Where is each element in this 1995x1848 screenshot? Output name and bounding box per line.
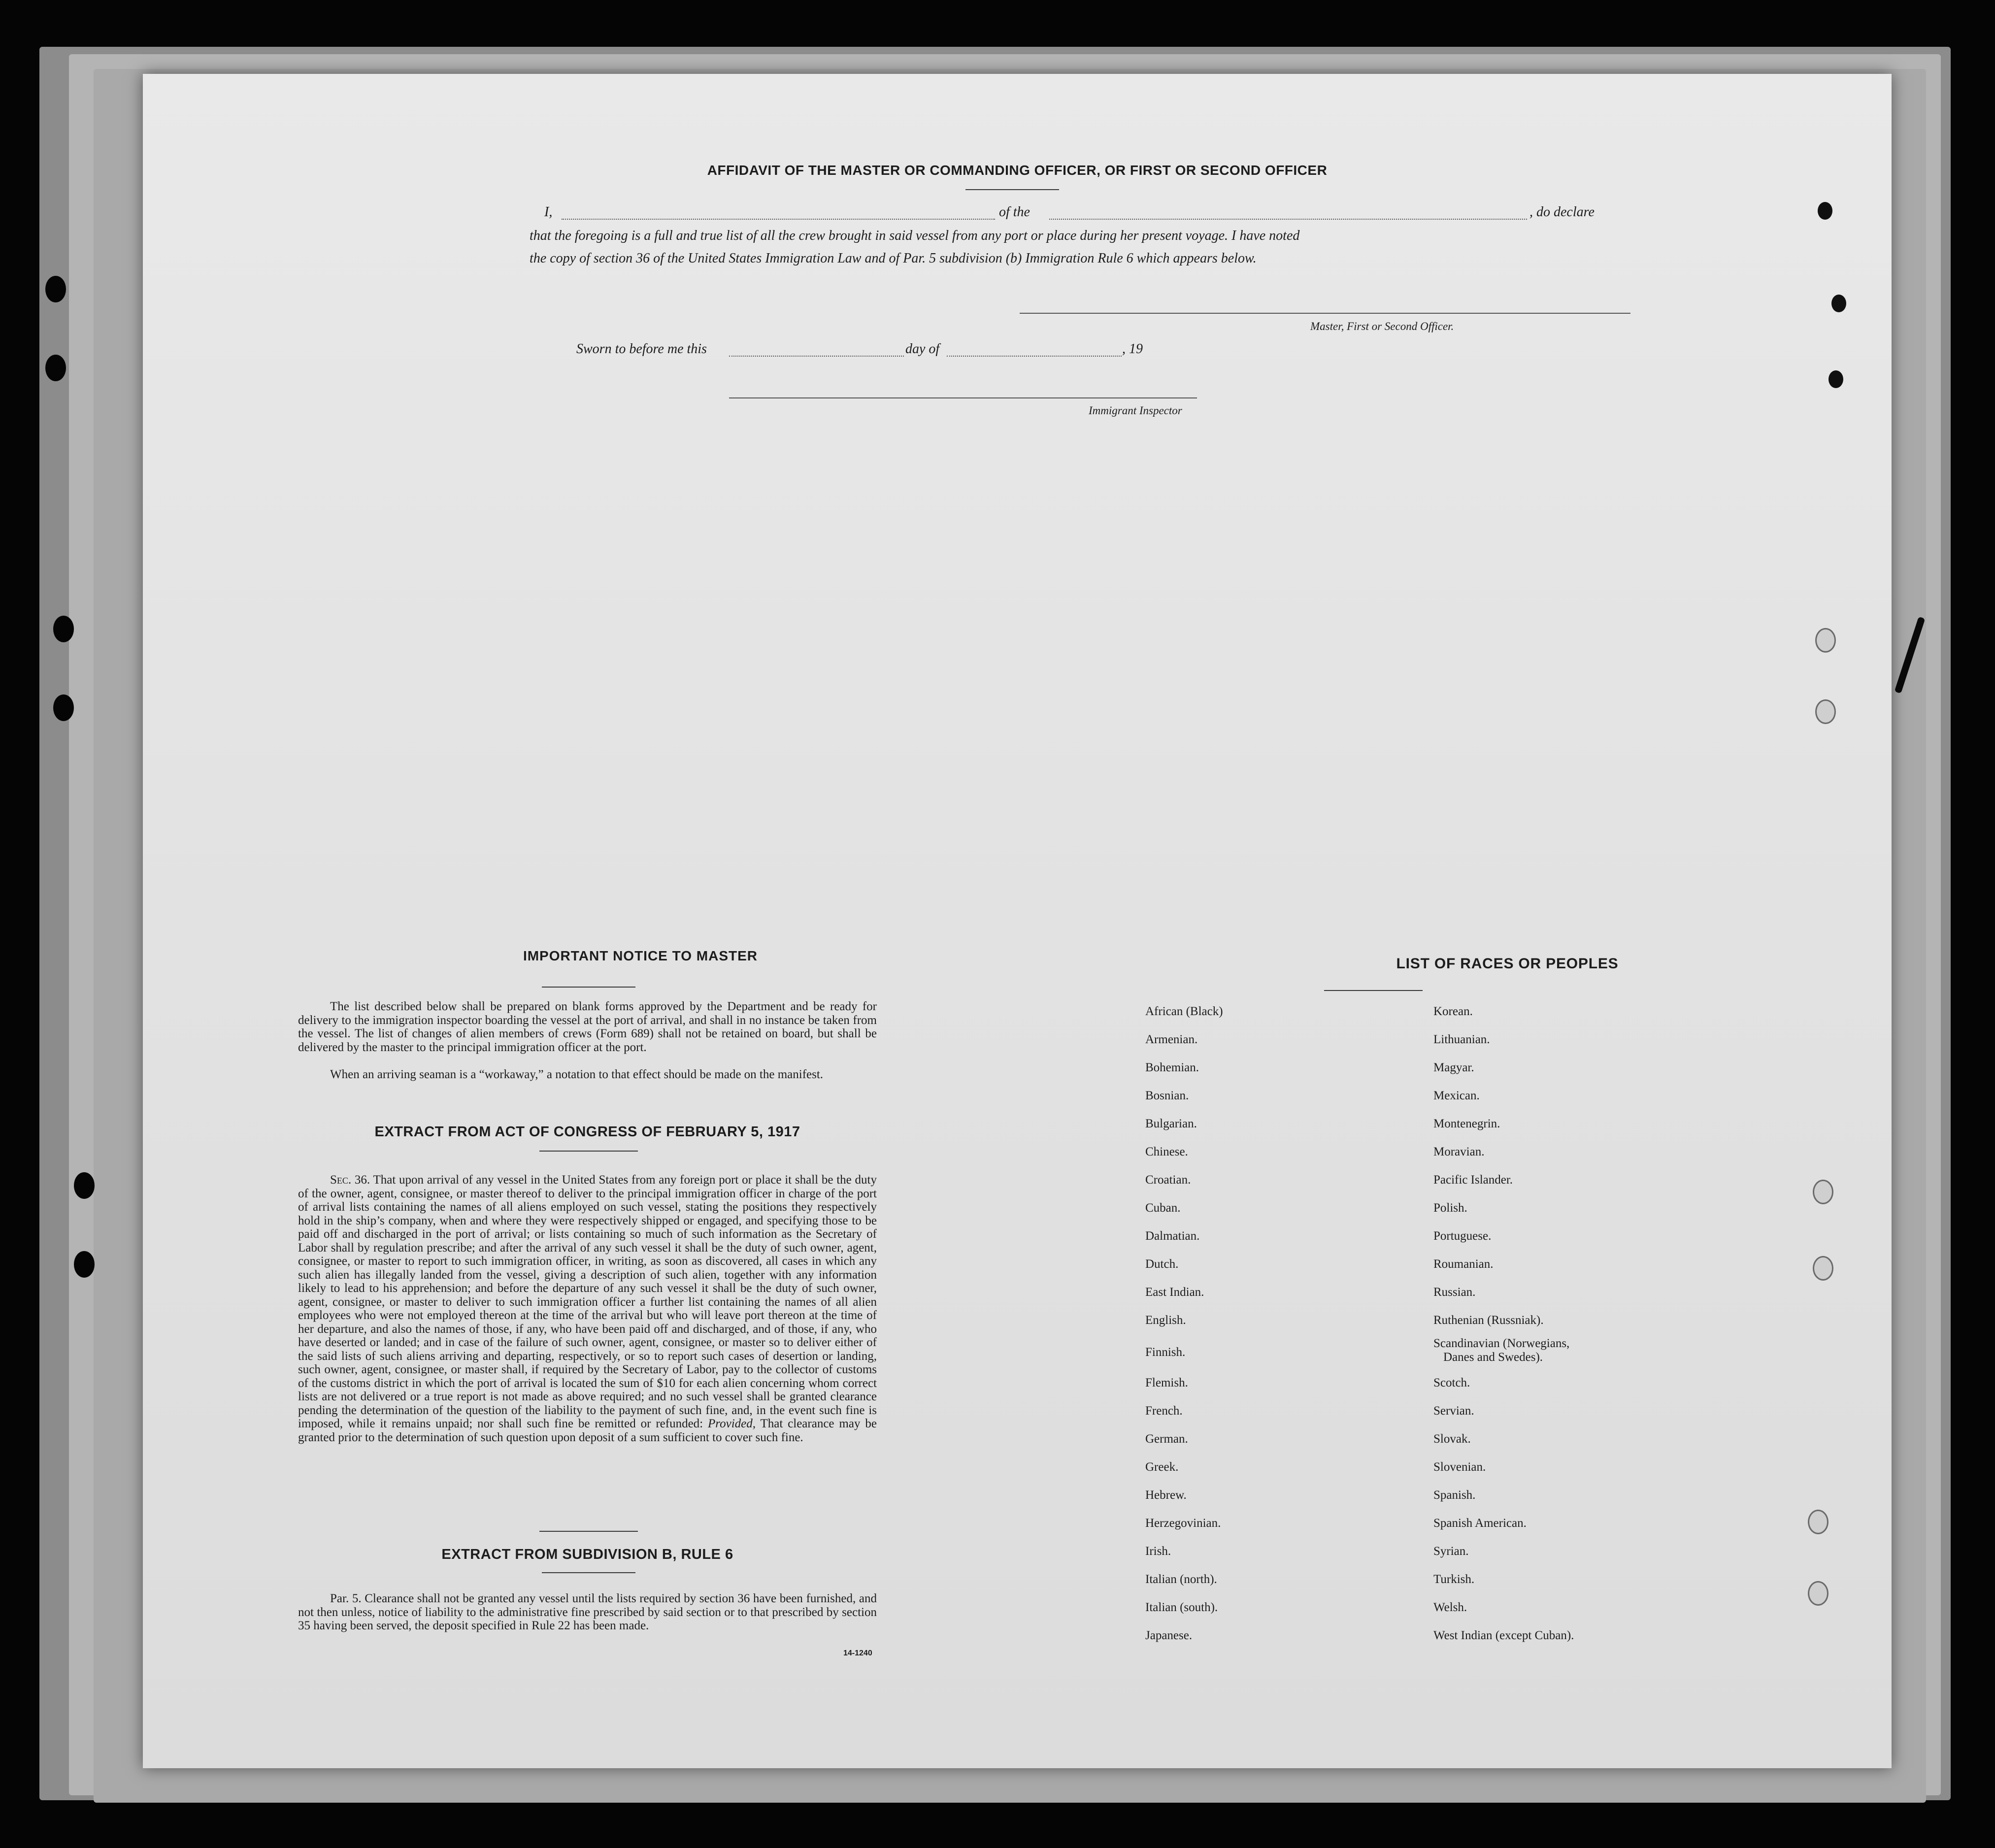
declaration-of-the: of the: [999, 204, 1030, 220]
affidavit-title: AFFIDAVIT OF THE MASTER OR COMMANDING OFFICER, OR FIRST OR SECOND OFFICER: [707, 163, 1328, 178]
punch-hole: [1831, 295, 1846, 312]
divider: [539, 1531, 638, 1532]
sworn-day-of: day of: [905, 341, 940, 357]
race-item: Dutch.: [1145, 1257, 1179, 1271]
binder-hole: [74, 1172, 95, 1199]
race-item: Dalmatian.: [1145, 1229, 1200, 1243]
binder-hole: [45, 276, 66, 302]
race-item: Turkish.: [1433, 1573, 1475, 1586]
race-item: Chinese.: [1145, 1145, 1188, 1158]
divider: [965, 189, 1059, 190]
race-item: East Indian.: [1145, 1286, 1204, 1299]
race-item: Welsh.: [1433, 1601, 1467, 1614]
form-page: [143, 74, 1892, 1768]
binder-hole: [53, 616, 74, 642]
race-item: Moravian.: [1433, 1145, 1485, 1158]
rule-extract-body: Par. 5. Clearance shall not be granted any vessel until the lists required by section 36 have been furnished, and not then unless, notice of liability to the administrative fine prescribed by said section or to that prescribed by section 35 having been served, the deposit specified in Rule 22 has been made.: [298, 1592, 877, 1632]
act-text-end: That clearance may be granted prior to the determination of such question upon deposit of a sum sufficient to cover such fine.: [298, 1417, 877, 1444]
divider: [1324, 990, 1423, 991]
signature-line[interactable]: [1020, 313, 1630, 314]
act-extract-body: [298, 1173, 877, 1444]
race-item: Syrian.: [1433, 1545, 1469, 1558]
race-item: Spanish.: [1433, 1488, 1476, 1502]
race-item: Polish.: [1433, 1201, 1467, 1215]
race-item: Scotch.: [1433, 1376, 1470, 1389]
race-item: Montenegrin.: [1433, 1117, 1500, 1130]
inspector-caption: Immigrant Inspector: [1089, 404, 1182, 417]
race-item: Flemish.: [1145, 1376, 1188, 1389]
race-item: French.: [1145, 1404, 1183, 1418]
race-item: Bosnian.: [1145, 1089, 1189, 1102]
race-item: Croatian.: [1145, 1173, 1191, 1187]
race-item: Scandinavian (Norwegians,: [1433, 1337, 1570, 1350]
divider: [542, 987, 635, 988]
punch-hole: [1808, 1581, 1829, 1606]
punch-hole: [1818, 202, 1832, 220]
declaration-text: the copy of section 36 of the United States Immigration Law and of Par. 5 subdivision (b) Immigration Rule 6 which appears below.: [530, 251, 1257, 266]
binder-hole: [45, 355, 66, 381]
races-title: LIST OF RACES OR PEOPLES: [1396, 956, 1619, 972]
race-item: Bulgarian.: [1145, 1117, 1197, 1130]
race-item: West Indian (except Cuban).: [1433, 1629, 1574, 1642]
punch-hole: [1815, 628, 1836, 653]
race-item: Russian.: [1433, 1286, 1476, 1299]
race-item: Irish.: [1145, 1545, 1171, 1558]
race-item: Spanish American.: [1433, 1517, 1527, 1530]
notice-paragraph: When an arriving seaman is a “workaway,” a notation to that effect should be made on the manifest.: [330, 1068, 824, 1081]
race-item: English.: [1145, 1314, 1186, 1327]
declaration-declare: , do declare: [1530, 204, 1595, 220]
punch-hole: [1808, 1510, 1829, 1534]
form-number: 14-1240: [843, 1649, 872, 1657]
divider: [542, 1572, 635, 1573]
race-item: Cuban.: [1145, 1201, 1181, 1215]
race-item: Armenian.: [1145, 1033, 1198, 1046]
race-item: African (Black): [1145, 1005, 1223, 1018]
notice-title: IMPORTANT NOTICE TO MASTER: [523, 948, 758, 963]
race-item: Mexican.: [1433, 1089, 1480, 1102]
sworn-day-blank[interactable]: [729, 340, 904, 357]
declaration-i: I,: [544, 204, 553, 220]
race-item: Greek.: [1145, 1460, 1179, 1474]
race-item: Korean.: [1433, 1005, 1473, 1018]
race-item: Ruthenian (Russniak).: [1433, 1314, 1544, 1327]
race-item: Lithuanian.: [1433, 1033, 1490, 1046]
declaration-text: that the foregoing is a full and true list of all the crew brought in said vessel from any port or place during her present voyage. I have noted: [530, 228, 1300, 243]
sworn-prefix: Sworn to before me this: [576, 341, 707, 357]
rule-extract-title: EXTRACT FROM SUBDIVISION B, RULE 6: [441, 1547, 733, 1562]
race-item: Hebrew.: [1145, 1488, 1187, 1502]
race-item: Italian (south).: [1145, 1601, 1218, 1614]
name-blank[interactable]: [562, 203, 995, 220]
race-item: Herzegovinian.: [1145, 1517, 1221, 1530]
race-item: Portuguese.: [1433, 1229, 1492, 1243]
race-item: Slovenian.: [1433, 1460, 1486, 1474]
vessel-blank[interactable]: [1049, 203, 1527, 220]
race-item: Bohemian.: [1145, 1061, 1199, 1074]
binder-hole: [53, 694, 74, 721]
signature-caption: Master, First or Second Officer.: [1310, 320, 1454, 332]
provided-label: Provided,: [708, 1417, 756, 1430]
notice-paragraph: The list described below shall be prepared on blank forms approved by the Department and be ready for delivery to the immigration inspector boarding the vessel at the port of arrival, and shall in no instance be taken from the vessel. The list of changes of alien members of crews (Form 689) shall not be retained on board, but shall be delivered by the master to the principal immigration officer at the port.: [298, 1000, 877, 1054]
race-item: Finnish.: [1145, 1346, 1186, 1359]
race-item: Pacific Islander.: [1433, 1173, 1513, 1187]
race-item: Roumanian.: [1433, 1257, 1494, 1271]
act-text: That upon arrival of any vessel in the United States from any foreign port or place it shall be the duty of the owner, agent, consignee, or master thereof to deliver to the principal immigration officer in charge of the port of arrival lists containing the names of all aliens employed on such vessel, stating the positions they respectively hold in the ship’s company, when and where they were respectively shipped or engaged, and specifying those to be paid off and discharged in the port of arrival; or lists containing so much of such information as the Secretary of Labor shall by regulation prescribe; and after the arrival of any such vessel it shall be the duty of such owner, agent, consignee, or master to report to such immigration officer, in writing, as soon as discovered, all cases in which any such alien has illegally landed from the vessel, giving a description of such alien, together with any information likely to lead to his apprehension; and before the departure of any such vessel it shall be the duty of such owner, agent, consignee, or master to deliver to such immigration officer a further list containing the names of all alien employees who were not employed thereon at the time of the arrival but who will leave port thereon at the time of her departure, and also the names of those, if any, who have been paid off and discharged, and of those, if any, who have deserted or landed; and in case of the failure of such owner, agent, consignee, or master so to deliver either of the said lists of such aliens arriving and departing, respectively, or so to report such cases of desertion or landing, such owner, agent, consignee, or master shall, if required by the Secretary of Labor, pay to the collector of customs of the customs district in which the port of arrival is located the sum of $10 for each alien concerning whom correct lists are not delivered or a true report is not made as above required; and no such vessel shall be granted clearance pending the determination of the question of the liability to the payment of such fine, and, in the event such fine is imposed, while it remains unpaid; nor shall such fine be remitted or refunded:: [298, 1173, 877, 1430]
race-item: Italian (north).: [1145, 1573, 1217, 1586]
race-item: Japanese.: [1145, 1629, 1193, 1642]
binder-hole: [74, 1251, 95, 1278]
act-extract-title: EXTRACT FROM ACT OF CONGRESS OF FEBRUARY 5, 1917: [374, 1124, 800, 1140]
divider: [539, 1151, 638, 1152]
sworn-year: , 19: [1122, 341, 1143, 357]
race-item: Servian.: [1433, 1404, 1474, 1418]
punch-hole: [1813, 1180, 1833, 1204]
race-item: Slovak.: [1433, 1432, 1471, 1446]
inspector-signature-line[interactable]: [729, 397, 1197, 398]
punch-hole: [1829, 370, 1843, 388]
race-item: German.: [1145, 1432, 1188, 1446]
race-item: Magyar.: [1433, 1061, 1474, 1074]
punch-hole: [1815, 699, 1836, 724]
sworn-month-blank[interactable]: [947, 340, 1122, 357]
race-item-continuation: Danes and Swedes).: [1443, 1351, 1543, 1364]
punch-hole: [1813, 1256, 1833, 1281]
section-label: Sec. 36.: [330, 1173, 370, 1187]
